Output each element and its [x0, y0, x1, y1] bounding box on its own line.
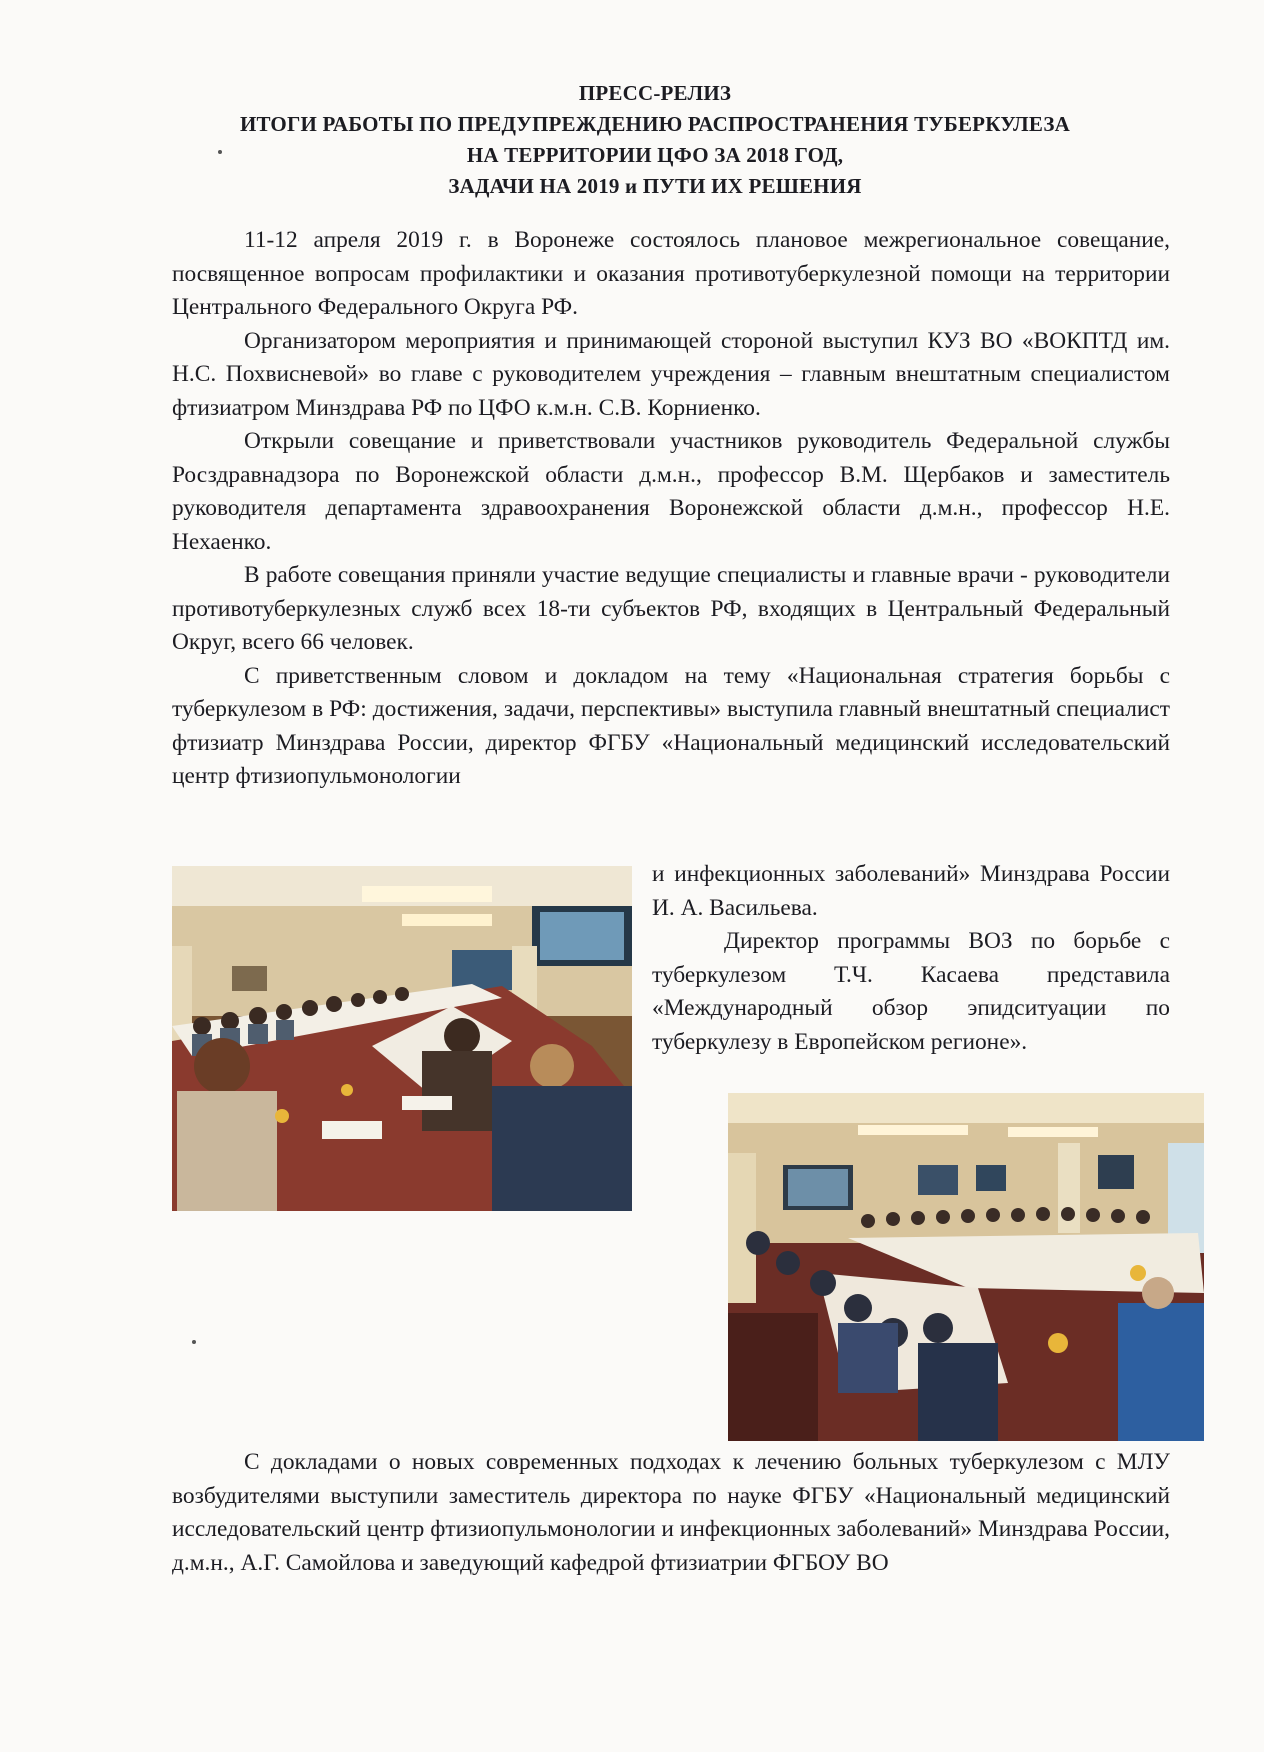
title-line-2: ИТОГИ РАБОТЫ ПО ПРЕДУПРЕЖДЕНИЮ РАСПРОСТРАНЕНИЯ ТУБЕРКУЛЕЗА [239, 112, 1071, 136]
scan-speck [218, 150, 222, 154]
side-paragraph-2: Директор программы ВОЗ по борьбе с туберкулезом Т.Ч. Касаева представила «Международный обзор эпидситуации по туберкулезу в Европейском регионе». [652, 928, 1170, 1055]
side-paragraph-1: и инфекционных заболеваний» Минздрава России И. А. Васильева. [652, 861, 1170, 921]
main-text [172, 224, 1170, 794]
paragraph-6: С докладами о новых современных подходах к лечению больных туберкулезом с МЛУ возбудителями выступили заместитель директора по науке ФГБУ «Национальный медицинский исследовательский центр фтизиопульмонологии и инфекционных заболеваний» Минздрава России, д.м.н., А.Г. Самойлова и заведующий кафедрой фтизиатрии ФГБОУ ВО [172, 1449, 1170, 1576]
paragraph-1: 11-12 апреля 2019 г. в Воронеже состоялось плановое межрегиональное совещание, посвященное вопросам профилактики и оказания противотуберкулезной помощи на территории Центрального Федерального Округа РФ. [172, 227, 1170, 320]
title-line-1: ПРЕСС-РЕЛИЗ [578, 81, 732, 105]
conference-photo-1 [172, 866, 632, 1211]
paragraph-2: Организатором мероприятия и принимающей стороной выступил КУЗ ВО «ВОКПТД им. Н.С. Похвисневой» во главе с руководителем учреждения – главным внештатным специалистом фтизиатром Минздрава РФ по ЦФО к.м.н. С.В. Корниенко. [172, 327, 1170, 421]
title-line-3: НА ТЕРРИТОРИИ ЦФО ЗА 2018 ГОД, [466, 143, 844, 167]
paragraph-3: Открыли совещание и приветствовали участников руководитель Федеральной службы Росздравнадзора по Воронежской области д.м.н., профессор В.М. Щербаков и заместитель руководителя департамента здравоохранения Воронежской области д.м.н., профессор Н.Е. Нехаенко. [172, 428, 1170, 555]
scan-speck [192, 1340, 196, 1344]
paragraph-4: В работе совещания приняли участие ведущие специалисты и главные врачи - руководители противотуберкулезных служб всех 18-ти субъектов РФ, входящих в Центральный Федеральный Округ, всего 66 человек. [172, 562, 1170, 655]
paragraph-5: С приветственным словом и докладом на тему «Национальная стратегия борьбы с туберкулезом в РФ: достижения, задачи, перспективы» выступила главный внештатный специалист фтизиатр Минздрава России, директор ФГБУ «Национальный медицинский исследовательский центр фтизиопульмонологии [172, 662, 1170, 789]
side-text [652, 858, 1170, 1059]
bottom-text [172, 1446, 1170, 1580]
document-title [150, 78, 1160, 202]
conference-photo-2 [728, 1093, 1204, 1441]
title-line-4: ЗАДАЧИ НА 2019 и ПУТИ ИХ РЕШЕНИЯ [448, 174, 862, 198]
